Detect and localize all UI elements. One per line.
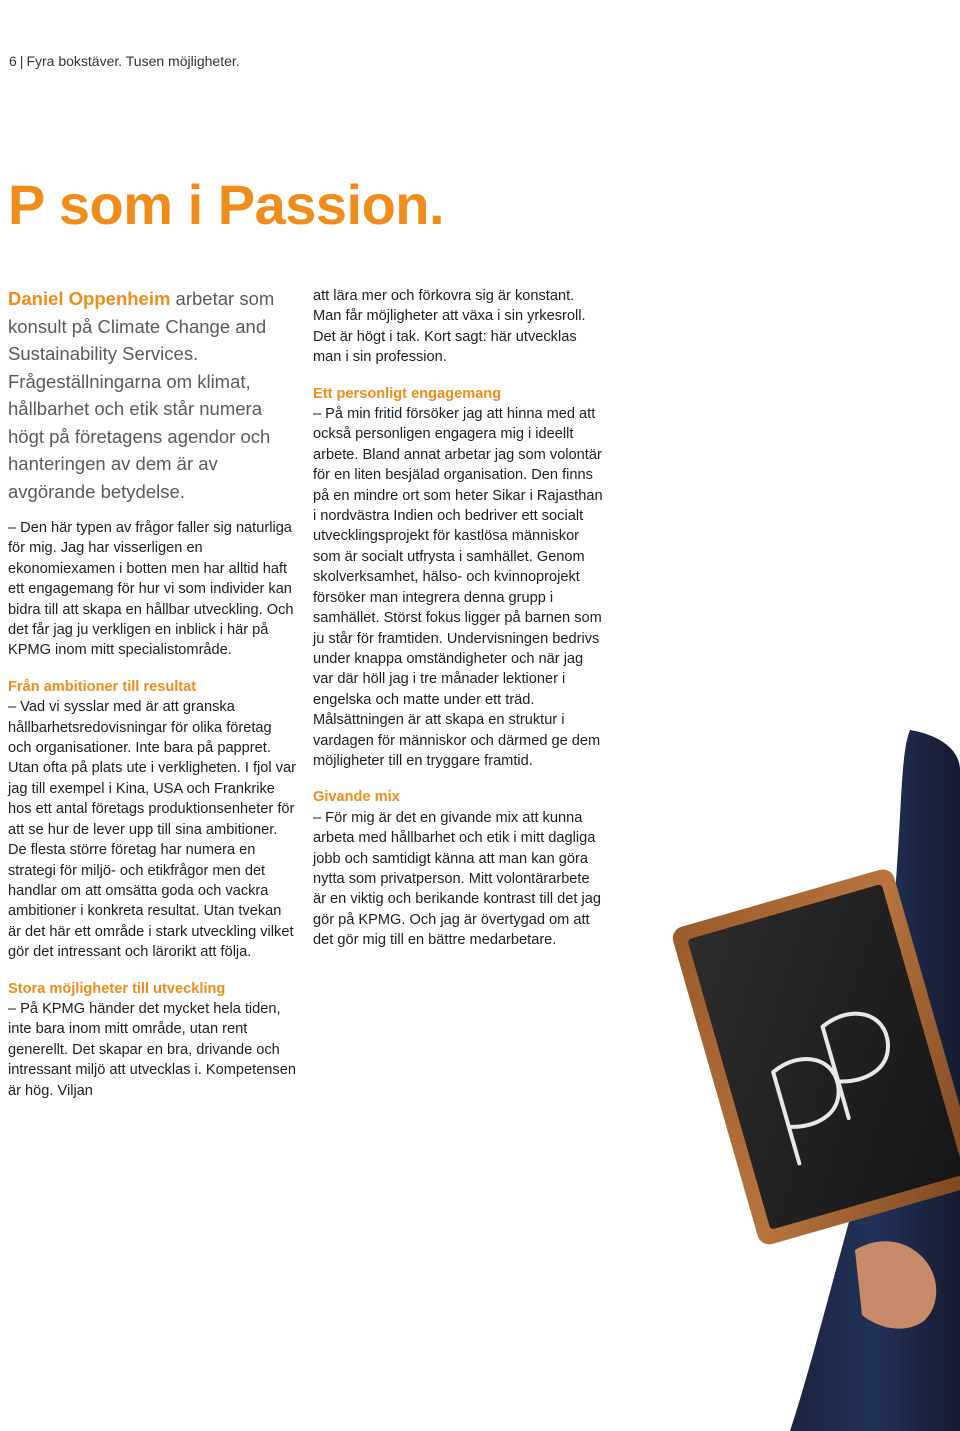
section-heading-mix: Givande mix [313, 789, 400, 806]
lead-person-name: Daniel Oppenheim [8, 288, 171, 309]
right-column [313, 286, 603, 951]
section-heading-development: Stora möjligheter till utveckling [8, 980, 226, 997]
continuation-text: att lära mer och förkovra sig är konstant. Man får möjligheter att växa i sin yrkesroll. Det är högt i tak. Kort sagt: här utvecklas man i sin profession. [313, 288, 586, 366]
chalkboard-illustration [640, 730, 960, 1431]
section-text-engagement: – På min fritid försöker jag att hinna med att också personligen engagera mig i ideellt arbete. Bland annat arbetar jag som volontär för en liten besjälad organisation. Den finns på en mindre ort som heter Sikar i Rajasthan i nordvästra Indien och bedriver ett socialt utvecklingsprojekt för kastlösa människor som är socialt utfrysta i samhället. Genom skolverksamhet, hälso- och kvinnoprojekt försöker man integrera denna grupp i samhället. Störst fokus ligger på barnen som ju står för framtiden. Undervisningen bedrivs under knappa omständigheter och när jag var där höll jag i tre månader lektioner i engelska och matte under ett träd. Målsättningen är att skapa en struktur i vardagen för människor och därmed ge dem möjligheter till en tryggare framtid. [313, 406, 603, 769]
page-number: 6 [9, 53, 17, 69]
page-title: P som i Passion. [8, 173, 445, 236]
header-separator: | [19, 53, 24, 69]
lead-paragraph [8, 285, 293, 505]
section-heading-engagement: Ett personligt engagemang [313, 385, 502, 402]
running-header [9, 53, 240, 69]
portrait-photo [640, 730, 960, 1431]
left-column [8, 518, 298, 1101]
section-heading-ambitions: Från ambitioner till resultat [8, 678, 197, 695]
section-text-development: – På KPMG händer det mycket hela tiden, inte bara inom mitt område, utan rent generellt. Det skapar en bra, drivande och intressant miljö att utvecklas i. Kompetensen är hög. Viljan [8, 1000, 296, 1099]
intro-quote: – Den här typen av frågor faller sig naturliga för mig. Jag har visserligen en ekonomiexamen i botten men har alltid haft ett engagemang för hur vi som individer kan bidra till att skapa en hållbar utveckling. Och det får jag ju verkligen en inblick i här på KPMG inom mitt specialistområde. [8, 520, 294, 659]
section-text-ambitions: – Vad vi sysslar med är att granska hållbarhetsredovisningar för olika företag och organisationer. Inte bara på pappret. Utan ofta på plats ute i verkligheten. I fjol var jag till exempel i Kina, USA och Frankrike hos ett antal företags produktionsenheter för att se hur de lever upp till sina ambitioner. De flesta större företag har numera en strategi för miljö- och etikfrågor men det handlar om att omsätta goda och vackra ambitioner i konkreta resultat. Utan tvekan är det här ett område i stark utveckling vilket gör det intressant och lärorikt att följa. [8, 699, 296, 961]
lead-text: arbetar som konsult på Climate Change and Sustainability Services. Frågeställningarna om klimat, hållbarhet och etik står numera högt på företagens agendor och hanteringen av dem är av avgörande betydelse. [8, 288, 275, 502]
running-title: Fyra bokstäver. Tusen möjligheter. [26, 53, 240, 69]
section-text-mix: – För mig är det en givande mix att kunna arbeta med hållbarhet och etik i mitt dagliga jobb och samtidigt känna att man kan göra nytta som privatperson. Mitt volontärarbete är en viktig och berikande kontrast till det jag gör på KPMG. Och jag är övertygad om att det gör mig till en bättre medarbetare. [313, 809, 601, 949]
